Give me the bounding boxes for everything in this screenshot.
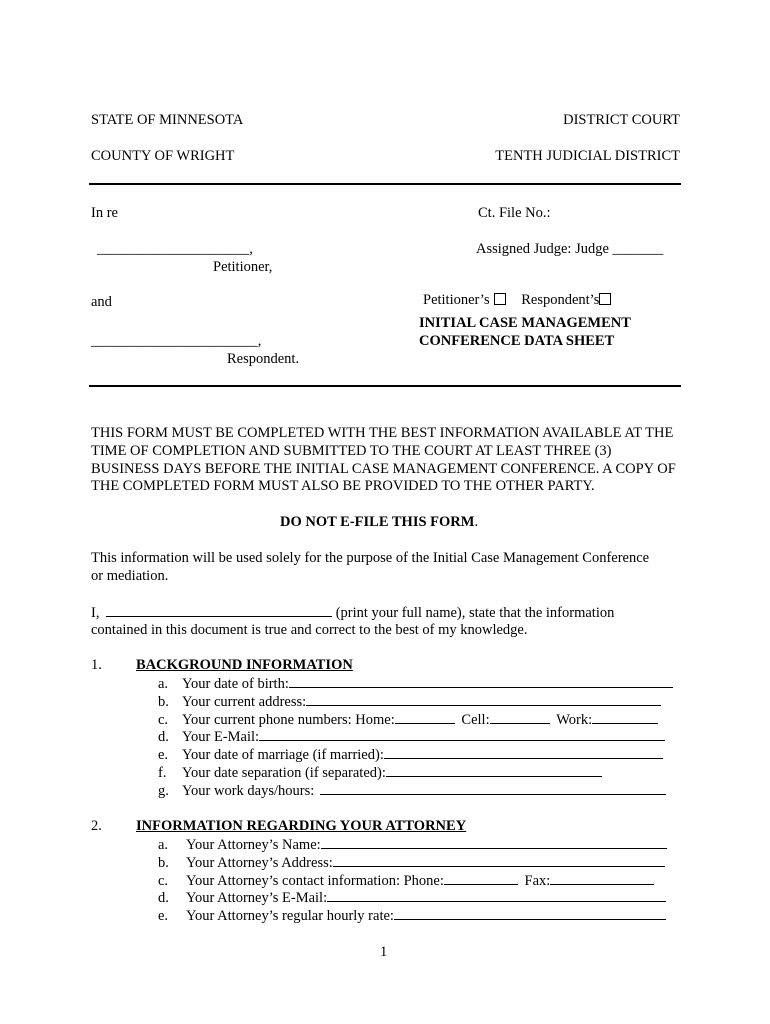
email-field[interactable] [259, 728, 665, 741]
cell-phone-label: Cell: [461, 712, 490, 728]
home-phone-field[interactable] [395, 711, 455, 724]
item-letter: c. [158, 873, 169, 889]
attorney-email-label: Your Attorney’s E-Mail: [186, 890, 328, 906]
county-label: COUNTY OF WRIGHT [91, 148, 235, 164]
full-name-field[interactable] [106, 604, 332, 617]
item-letter: a. [158, 676, 169, 692]
respondents-label: Respondent’s [521, 292, 600, 308]
work-hours-label: Your work days/hours: [182, 783, 315, 799]
item-letter: d. [158, 729, 169, 745]
attest-print-name: (print your full name), state that the information [335, 605, 615, 621]
district-label: TENTH JUDICIAL DISTRICT [495, 148, 680, 164]
section-1-number: 1. [91, 657, 102, 673]
attorney-rate-field[interactable] [394, 907, 666, 920]
birth-date-label: Your date of birth: [182, 676, 289, 692]
do-not-efile-period: . [474, 514, 479, 530]
item-letter: e. [158, 908, 169, 924]
address-row [158, 693, 661, 711]
address-field[interactable] [306, 693, 661, 706]
work-hours-field[interactable] [320, 782, 666, 795]
form-title-line-1: INITIAL CASE MANAGEMENT [419, 315, 631, 331]
attorney-fax-field[interactable] [550, 872, 654, 885]
work-phone-field[interactable] [592, 711, 658, 724]
separation-date-row [158, 764, 602, 782]
in-re-label: In re [91, 205, 118, 221]
caption-divider [89, 385, 681, 387]
attorney-rate-row [158, 907, 666, 925]
section-2-number: 2. [91, 818, 102, 834]
birth-date-field[interactable] [289, 675, 673, 688]
attorney-fax-label: Fax: [524, 873, 551, 889]
email-label: Your E-Mail: [182, 729, 260, 745]
attorney-name-label: Your Attorney’s Name: [186, 837, 321, 853]
purpose-line-2: or mediation. [91, 568, 169, 584]
petitioner-checkbox[interactable] [494, 293, 506, 305]
attorney-phone-label: Your Attorney’s contact information: Phone: [186, 873, 444, 889]
work-hours-row [158, 782, 666, 800]
attorney-address-label: Your Attorney’s Address: [186, 855, 333, 871]
petitioner-label: Petitioner, [213, 259, 273, 275]
home-phone-label: Your current phone numbers: Home: [182, 712, 395, 728]
attorney-name-row [158, 836, 667, 854]
court-label: DISTRICT COURT [563, 112, 680, 128]
separation-date-label: Your date separation (if separated): [182, 765, 386, 781]
attorney-address-field[interactable] [333, 854, 665, 867]
phone-row [158, 711, 658, 729]
state-label: STATE OF MINNESOTA [91, 112, 244, 128]
attorney-phone-field[interactable] [444, 872, 518, 885]
attestation-line-2: contained in this document is true and correct to the best of my knowledge. [91, 622, 528, 638]
section-2-title: INFORMATION REGARDING YOUR ATTORNEY [136, 818, 467, 834]
purpose-line-1: This information will be used solely for the purpose of the Initial Case Management Conference [91, 550, 650, 566]
respondent-label: Respondent. [227, 351, 300, 367]
top-divider [89, 183, 681, 185]
address-label: Your current address: [182, 694, 307, 710]
do-not-efile-notice [280, 514, 478, 531]
form-title-line-2: CONFERENCE DATA SHEET [419, 333, 615, 349]
separation-date-field[interactable] [386, 764, 602, 777]
item-letter: e. [158, 747, 169, 763]
item-letter: d. [158, 890, 169, 906]
attorney-email-field[interactable] [327, 889, 666, 902]
marriage-date-label: Your date of marriage (if married): [182, 747, 384, 763]
item-letter: c. [158, 712, 169, 728]
attestation-line-1 [91, 604, 614, 622]
respondent-checkbox[interactable] [599, 293, 611, 305]
attorney-email-row [158, 889, 666, 907]
petitioner-name-line[interactable]: _____________________, [97, 241, 253, 257]
item-letter: b. [158, 694, 169, 710]
completion-notice: THIS FORM MUST BE COMPLETED WITH THE BEST INFORMATION AVAILABLE AT THE TIME OF COMPLETION AND SUBMITTED TO THE COURT AT LEAST THREE (3) BUSINESS DAYS BEFORE THE INITIAL CASE MANAGEMENT CONFERENCE. A COPY OF THE COMPLETED FORM MUST ALSO BE PROVIDED TO THE OTHER PARTY. [91, 425, 676, 495]
attorney-name-field[interactable] [321, 836, 667, 849]
petitioners-label: Petitioner’s [423, 292, 490, 308]
attorney-address-row [158, 854, 665, 872]
filing-party-row [423, 292, 611, 309]
cell-phone-field[interactable] [490, 711, 550, 724]
birth-date-row [158, 675, 673, 693]
page-number: 1 [380, 944, 388, 960]
court-file-number-label: Ct. File No.: [478, 205, 551, 221]
do-not-efile-text: DO NOT E-FILE THIS FORM [280, 514, 475, 530]
assigned-judge-label: Assigned Judge: Judge _______ [476, 241, 664, 257]
item-letter: g. [158, 783, 169, 799]
attorney-contact-row [158, 872, 654, 890]
item-letter: a. [158, 837, 169, 853]
attorney-rate-label: Your Attorney’s regular hourly rate: [186, 908, 394, 924]
section-1-title: BACKGROUND INFORMATION [136, 657, 353, 673]
respondent-name-line[interactable]: _______________________, [91, 333, 262, 349]
item-letter: b. [158, 855, 169, 871]
attest-i: I, [91, 605, 100, 621]
work-phone-label: Work: [556, 712, 593, 728]
email-row [158, 728, 665, 746]
marriage-date-field[interactable] [384, 746, 663, 759]
item-letter: f. [158, 765, 167, 781]
marriage-date-row [158, 746, 663, 764]
and-label: and [91, 294, 112, 310]
